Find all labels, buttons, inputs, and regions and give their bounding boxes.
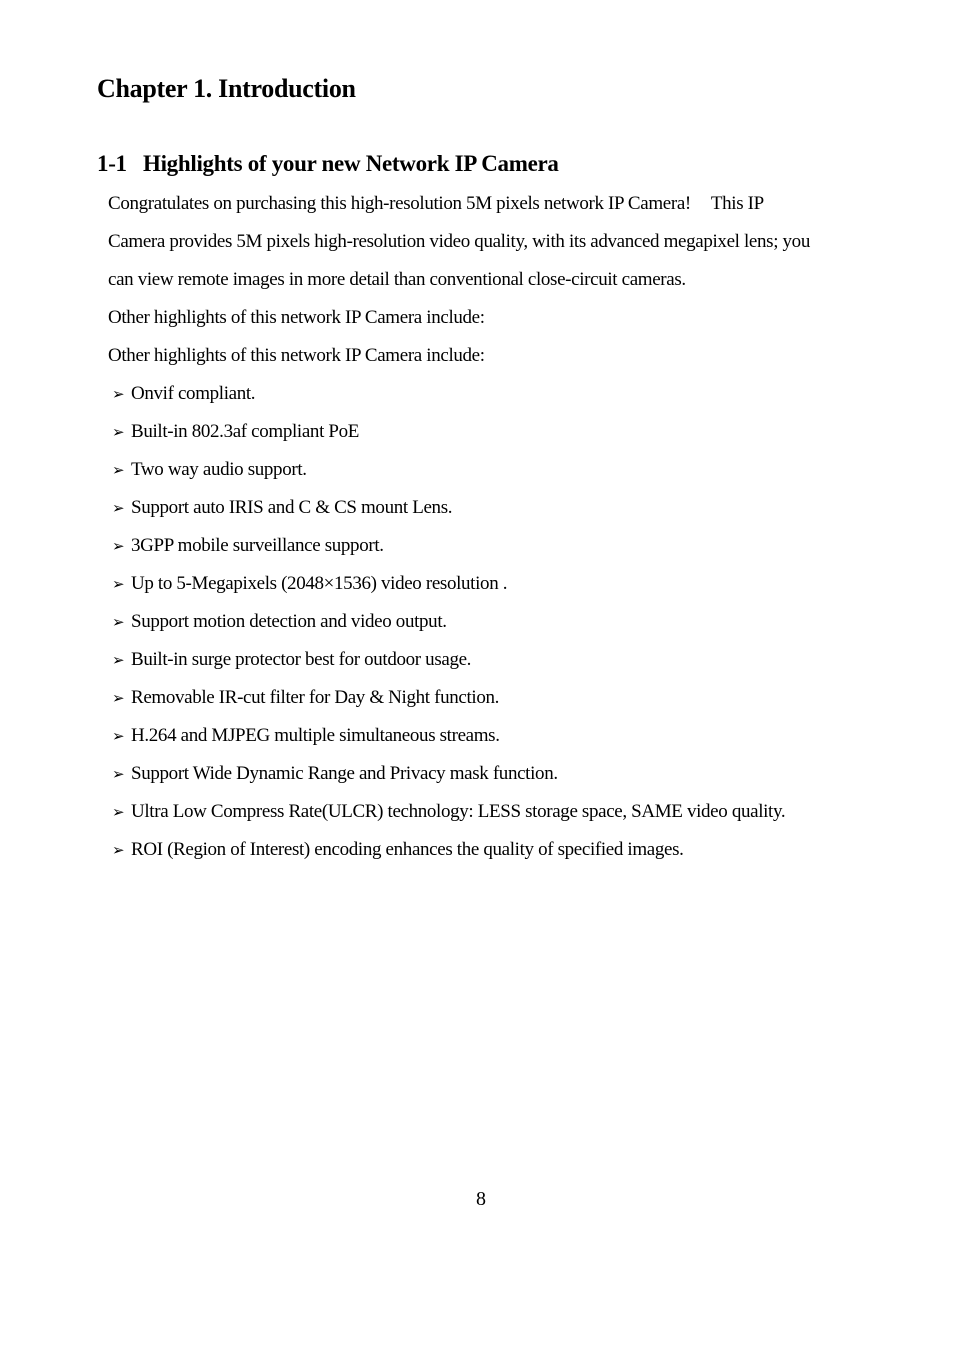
intro-text: Congratulates on purchasing this high-resolution 5M pixels network IP Camera! <box>108 193 691 214</box>
list-item <box>108 527 898 565</box>
section-number: 1-1 <box>97 151 127 176</box>
list-item-text: Removable IR-cut filter for Day & Night function. <box>131 687 500 708</box>
list-item <box>108 413 898 451</box>
list-item-text: Built-in 802.3af compliant PoE <box>131 421 360 442</box>
section-body <box>108 185 898 869</box>
list-item <box>108 565 898 603</box>
highlights-intro: Other highlights of this network IP Camera include: <box>108 307 485 328</box>
list-item-text: Onvif compliant. <box>131 383 256 404</box>
section-title: Highlights of your new Network IP Camera <box>143 151 559 176</box>
arrow-bullet-icon: ➢ <box>112 765 125 783</box>
section-heading <box>97 151 559 177</box>
arrow-bullet-icon: ➢ <box>112 689 125 707</box>
list-item <box>108 717 898 755</box>
list-item <box>108 831 898 869</box>
intro-paragraph-line <box>108 185 898 223</box>
arrow-bullet-icon: ➢ <box>112 727 125 745</box>
list-item-text: Two way audio support. <box>131 459 307 480</box>
arrow-bullet-icon: ➢ <box>112 575 125 593</box>
list-item <box>108 451 898 489</box>
arrow-bullet-icon: ➢ <box>112 841 125 859</box>
list-item <box>108 641 898 679</box>
list-item <box>108 375 898 413</box>
list-item-text: Up to 5-Megapixels (2048×1536) video resolution . <box>131 573 508 594</box>
list-item <box>108 489 898 527</box>
list-item-text: 3GPP mobile surveillance support. <box>131 535 384 556</box>
list-item <box>108 603 898 641</box>
arrow-bullet-icon: ➢ <box>112 499 125 517</box>
intro-text: This IP <box>710 193 764 214</box>
list-item-text: Support motion detection and video output. <box>131 611 447 632</box>
list-item-text: Built-in surge protector best for outdoor usage. <box>131 649 472 670</box>
arrow-bullet-icon: ➢ <box>112 537 125 555</box>
highlights-intro: Other highlights of this network IP Camera include: <box>108 345 485 366</box>
list-item-text: Ultra Low Compress Rate(ULCR) technology: LESS storage space, SAME video quality. <box>131 801 786 822</box>
highlights-list <box>108 375 898 869</box>
intro-paragraph-line: can view remote images in more detail than conventional close-circuit cameras. <box>108 269 686 290</box>
arrow-bullet-icon: ➢ <box>112 423 125 441</box>
arrow-bullet-icon: ➢ <box>112 461 125 479</box>
arrow-bullet-icon: ➢ <box>112 803 125 821</box>
list-item <box>108 679 898 717</box>
chapter-title: Chapter 1. Introduction <box>97 74 356 103</box>
list-item <box>108 755 898 793</box>
intro-paragraph-line: Camera provides 5M pixels high-resolution video quality, with its advanced megapixel lens; you <box>108 231 810 252</box>
arrow-bullet-icon: ➢ <box>112 651 125 669</box>
arrow-bullet-icon: ➢ <box>112 385 125 403</box>
list-item <box>108 793 898 831</box>
list-item-text: Support Wide Dynamic Range and Privacy mask function. <box>131 763 558 784</box>
list-item-text: ROI (Region of Interest) encoding enhances the quality of specified images. <box>131 839 684 860</box>
page-number: 8 <box>476 1188 486 1210</box>
list-item-text: Support auto IRIS and C & CS mount Lens. <box>131 497 453 518</box>
list-item-text: H.264 and MJPEG multiple simultaneous streams. <box>131 725 500 746</box>
arrow-bullet-icon: ➢ <box>112 613 125 631</box>
